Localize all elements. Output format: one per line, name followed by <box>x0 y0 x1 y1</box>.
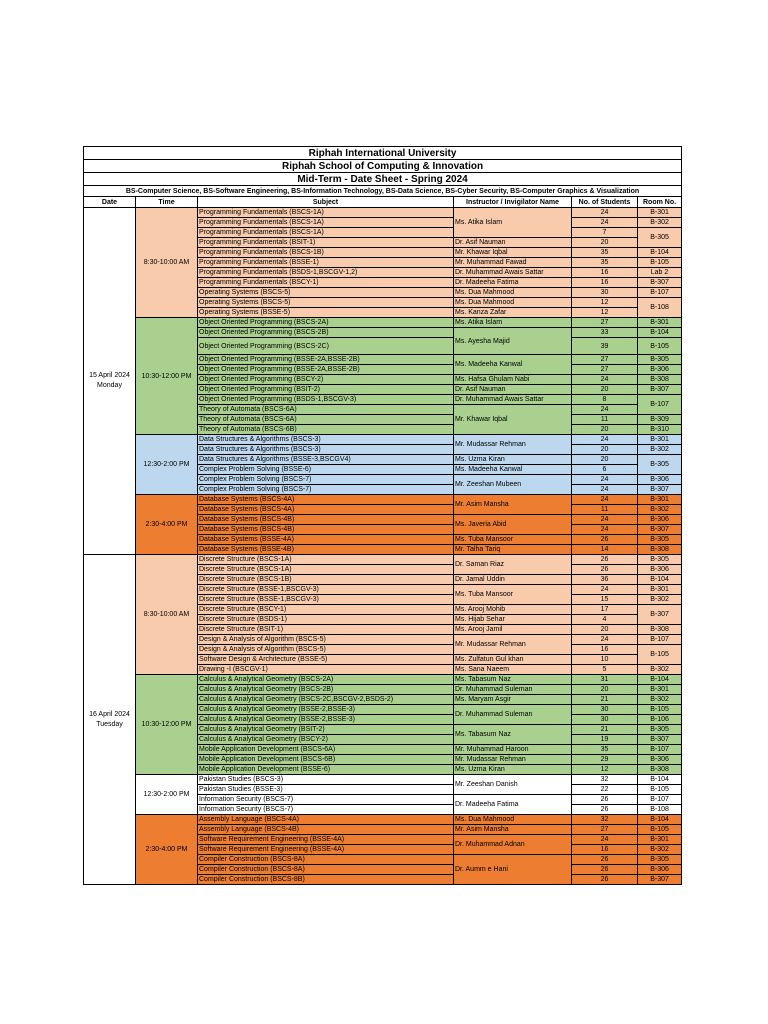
students-cell: 20 <box>572 455 638 465</box>
instructor-cell: Ms. Uzma Kiran <box>454 455 572 465</box>
students-cell: 11 <box>572 415 638 425</box>
students-cell: 33 <box>572 328 638 338</box>
instructor-cell: Ms. Atika Islam <box>454 318 572 328</box>
students-cell: 26 <box>572 865 638 875</box>
students-cell: 20 <box>572 425 638 435</box>
subject-cell: Discrete Structure (BSCS-1A) <box>198 555 454 565</box>
room-cell: B-107 <box>638 395 682 415</box>
time-slot: 2:30-4:00 PM <box>136 815 198 885</box>
room-cell: B-301 <box>638 435 682 445</box>
subject-cell: Calculus & Analytical Geometry (BSCS-2A) <box>198 675 454 685</box>
students-cell: 16 <box>572 278 638 288</box>
room-cell: B-305 <box>638 535 682 545</box>
students-cell: 19 <box>572 735 638 745</box>
subject-cell: Complex Problem Solving (BSCS-7) <box>198 485 454 495</box>
instructor-cell: Ms. Uzma Kiran <box>454 765 572 775</box>
students-cell: 35 <box>572 745 638 755</box>
students-cell: 7 <box>572 228 638 238</box>
time-slot: 12:30-2:00 PM <box>136 775 198 815</box>
students-cell: 20 <box>572 385 638 395</box>
subject-cell: Object Oriented Programming (BSDS-1,BSCGV-3) <box>198 395 454 405</box>
instructor-cell: Mr. Zeeshan Mubeen <box>454 475 572 495</box>
date-sheet-table <box>83 146 682 885</box>
room-cell: B-105 <box>638 338 682 355</box>
table-row <box>84 815 682 825</box>
instructor-cell: Ms. Kanza Zafar <box>454 308 572 318</box>
subject-cell: Calculus & Analytical Geometry (BSCS-2C,BSCGV-2,BSDS-2) <box>198 695 454 705</box>
students-cell: 24 <box>572 635 638 645</box>
subject-cell: Database Systems (BSCS-4A) <box>198 505 454 515</box>
room-cell: B-302 <box>638 445 682 455</box>
room-cell: B-307 <box>638 525 682 535</box>
instructor-cell: Dr. Muhammad Suleman <box>454 685 572 695</box>
students-cell: 10 <box>572 655 638 665</box>
subject-cell: Theory of Automata (BSCS-6A) <box>198 415 454 425</box>
room-cell: B-302 <box>638 218 682 228</box>
room-cell: B-107 <box>638 745 682 755</box>
instructor-cell: Dr. Muhammad Adnan <box>454 835 572 855</box>
sheet-title: Mid-Term - Date Sheet - Spring 2024 <box>84 173 682 186</box>
instructor-cell: Dr. Madeeha Fatima <box>454 795 572 815</box>
subject-cell: Object Oriented Programming (BSIT-2) <box>198 385 454 395</box>
students-cell: 20 <box>572 685 638 695</box>
subject-cell: Programming Fundamentals (BSDS-1,BSCGV-1,2) <box>198 268 454 278</box>
column-header-row <box>84 197 682 208</box>
instructor-cell: Ms. Arooj Jamil <box>454 625 572 635</box>
subject-cell: Calculus & Analytical Geometry (BSSE-2,BSSE-3) <box>198 705 454 715</box>
room-cell: B-301 <box>638 495 682 505</box>
instructor-cell: Mr. Mudassar Rehman <box>454 635 572 655</box>
room-cell: B-104 <box>638 575 682 585</box>
instructor-cell: Ms. Zulfatun Gul khan <box>454 655 572 665</box>
students-cell: 24 <box>572 585 638 595</box>
instructor-cell: Dr. Jamal Uddin <box>454 575 572 585</box>
instructor-cell: Dr. Madeeha Fatima <box>454 278 572 288</box>
subject-cell: Design & Analysis of Algorithm (BSCS-5) <box>198 635 454 645</box>
students-cell: 26 <box>572 855 638 865</box>
subject-cell: Database Systems (BSSE-4A) <box>198 535 454 545</box>
students-cell: 26 <box>572 795 638 805</box>
subject-cell: Discrete Structure (BSIT-1) <box>198 625 454 635</box>
room-cell: B-306 <box>638 565 682 575</box>
room-cell: B-104 <box>638 815 682 825</box>
room-cell: B-302 <box>638 695 682 705</box>
room-cell: B-302 <box>638 505 682 515</box>
subject-cell: Programming Fundamentals (BSIT-1) <box>198 238 454 248</box>
room-cell: B-307 <box>638 278 682 288</box>
university-title: Riphah International University <box>84 147 682 160</box>
subject-cell: Programming Fundamentals (BSCS-1B) <box>198 248 454 258</box>
room-cell: B-305 <box>638 555 682 565</box>
room-cell: B-308 <box>638 765 682 775</box>
students-cell: 24 <box>572 405 638 415</box>
instructor-cell: Mr. Zeeshan Danish <box>454 775 572 795</box>
students-cell: 6 <box>572 465 638 475</box>
students-cell: 26 <box>572 535 638 545</box>
instructor-cell: Ms. Ayesha Majid <box>454 328 572 355</box>
room-cell: B-107 <box>638 795 682 805</box>
students-cell: 30 <box>572 288 638 298</box>
students-cell: 12 <box>572 765 638 775</box>
room-cell: B-306 <box>638 755 682 765</box>
room-cell: B-105 <box>638 645 682 665</box>
students-cell: 30 <box>572 705 638 715</box>
students-cell: 27 <box>572 825 638 835</box>
school-title: Riphah School of Computing & Innovation <box>84 160 682 173</box>
room-cell: B-307 <box>638 875 682 885</box>
room-cell: B-105 <box>638 825 682 835</box>
students-cell: 21 <box>572 725 638 735</box>
instructor-cell: Dr. Muhammad Suleman <box>454 705 572 725</box>
subject-cell: Pakistan Studies (BSCS-3) <box>198 775 454 785</box>
students-cell: 35 <box>572 248 638 258</box>
subject-cell: Programming Fundamentals (BSCY-1) <box>198 278 454 288</box>
subject-cell: Programming Fundamentals (BSCS-1A) <box>198 208 454 218</box>
instructor-cell: Ms. Tuba Mansoor <box>454 535 572 545</box>
students-cell: 12 <box>572 298 638 308</box>
room-cell: B-306 <box>638 475 682 485</box>
students-cell: 24 <box>572 495 638 505</box>
subject-cell: Operating Systems (BSSE-5) <box>198 308 454 318</box>
students-cell: 35 <box>572 258 638 268</box>
students-cell: 24 <box>572 525 638 535</box>
instructor-cell: Ms. Tabasum Naz <box>454 675 572 685</box>
students-cell: 24 <box>572 208 638 218</box>
subject-cell: Mobile Application Development (BSCS-6A) <box>198 745 454 755</box>
subject-cell: Operating Systems (BSCS-5) <box>198 288 454 298</box>
subject-cell: Programming Fundamentals (BSCS-1A) <box>198 228 454 238</box>
room-cell: B-306 <box>638 865 682 875</box>
subject-cell: Discrete Structure (BSCS-1A) <box>198 565 454 575</box>
exam-date-cell <box>84 555 136 885</box>
room-cell: B-307 <box>638 485 682 495</box>
students-cell: 20 <box>572 625 638 635</box>
room-cell: B-301 <box>638 208 682 218</box>
room-cell: B-105 <box>638 705 682 715</box>
instructor-cell: Ms. Hafsa Ghulam Nabi <box>454 375 572 385</box>
subject-cell: Theory of Automata (BSCS-6A) <box>198 405 454 415</box>
students-cell: 4 <box>572 615 638 625</box>
students-cell: 14 <box>572 545 638 555</box>
subject-cell: Operating Systems (BSCS-5) <box>198 298 454 308</box>
instructor-cell: Dr. Asif Nauman <box>454 238 572 248</box>
students-cell: 16 <box>572 268 638 278</box>
instructor-cell: Ms. Dua Mahmood <box>454 288 572 298</box>
students-cell: 12 <box>572 308 638 318</box>
instructor-cell: Dr. Muhammad Awais Sattar <box>454 395 572 405</box>
instructor-cell: Mr. Muhammad Fawad <box>454 258 572 268</box>
instructor-cell: Mr. Talha Tariq <box>454 545 572 555</box>
header-subject: Subject <box>198 197 454 208</box>
exam-date: 15 April 2024 <box>89 372 130 379</box>
instructor-cell: Dr. Aumm e Hani <box>454 855 572 885</box>
room-cell: B-302 <box>638 665 682 675</box>
instructor-cell: Mr. Asim Mansha <box>454 825 572 835</box>
subject-cell: Calculus & Analytical Geometry (BSSE-2,BSSE-3) <box>198 715 454 725</box>
students-cell: 29 <box>572 755 638 765</box>
instructor-cell: Mr. Khawar Iqbal <box>454 248 572 258</box>
room-cell: B-108 <box>638 805 682 815</box>
schedule-body <box>84 208 682 885</box>
subject-cell: Data Structures & Algorithms (BSCS-3) <box>198 445 454 455</box>
students-cell: 24 <box>572 475 638 485</box>
room-cell: B-309 <box>638 415 682 425</box>
header-students: No. of Students <box>572 197 638 208</box>
time-slot: 8:30-10:00 AM <box>136 208 198 318</box>
subject-cell: Design & Analysis of Algorithm (BSCS-5) <box>198 645 454 655</box>
room-cell: B-301 <box>638 835 682 845</box>
students-cell: 26 <box>572 565 638 575</box>
instructor-cell: Ms. Madeeha Kanwal <box>454 465 572 475</box>
students-cell: 36 <box>572 575 638 585</box>
header-room: Room No. <box>638 197 682 208</box>
room-cell: B-301 <box>638 318 682 328</box>
exam-date: 16 April 2024 <box>89 710 130 718</box>
instructor-cell: Mr. Asim Mansha <box>454 495 572 515</box>
subject-cell: Object Oriented Programming (BSSE-2A,BSSE-2B) <box>198 355 454 365</box>
students-cell: 21 <box>572 695 638 705</box>
students-cell: 17 <box>572 605 638 615</box>
students-cell: 26 <box>572 875 638 885</box>
students-cell: 24 <box>572 218 638 228</box>
subject-cell: Information Security (BSCS-7) <box>198 805 454 815</box>
students-cell: 24 <box>572 515 638 525</box>
students-cell: 20 <box>572 445 638 455</box>
table-row <box>84 435 682 445</box>
students-cell: 24 <box>572 835 638 845</box>
instructor-cell: Ms. Sana Naeem <box>454 665 572 675</box>
table-row <box>84 675 682 685</box>
students-cell: 32 <box>572 775 638 785</box>
room-cell: B-301 <box>638 685 682 695</box>
table-row <box>84 495 682 505</box>
subject-cell: Object Oriented Programming (BSSE-2A,BSSE-2B) <box>198 365 454 375</box>
students-cell: 27 <box>572 365 638 375</box>
room-cell: B-106 <box>638 715 682 725</box>
students-cell: 24 <box>572 435 638 445</box>
instructor-cell: Ms. Maryam Asgir <box>454 695 572 705</box>
students-cell: 32 <box>572 815 638 825</box>
room-cell: B-104 <box>638 675 682 685</box>
room-cell: B-108 <box>638 298 682 318</box>
room-cell: B-306 <box>638 365 682 375</box>
subject-cell: Complex Problem Solving (BSSE-6) <box>198 465 454 475</box>
students-cell: 26 <box>572 805 638 815</box>
students-cell: 30 <box>572 715 638 725</box>
time-slot: 10:30-12:00 PM <box>136 318 198 435</box>
subject-cell: Compiler Construction (BSCS-8A) <box>198 865 454 875</box>
room-cell: B-104 <box>638 775 682 785</box>
time-slot: 8:30-10:00 AM <box>136 555 198 675</box>
table-row <box>84 555 682 565</box>
students-cell: 20 <box>572 238 638 248</box>
instructor-cell: Ms. Javeria Abid <box>454 515 572 535</box>
room-cell: B-305 <box>638 725 682 735</box>
room-cell: Lab 2 <box>638 268 682 278</box>
subject-cell: Calculus & Analytical Geometry (BSCS-2B) <box>198 685 454 695</box>
subject-cell: Compiler Construction (BSCS-8B) <box>198 875 454 885</box>
table-row <box>84 775 682 785</box>
subject-cell: Object Oriented Programming (BSCY-2) <box>198 375 454 385</box>
time-slot: 2:30-4:00 PM <box>136 495 198 555</box>
subject-cell: Calculus & Analytical Geometry (BSCY-2) <box>198 735 454 745</box>
subject-cell: Discrete Structure (BSSE-1,BSCGV-3) <box>198 595 454 605</box>
students-cell: 26 <box>572 555 638 565</box>
instructor-cell: Mr. Khawar Iqbal <box>454 405 572 435</box>
students-cell: 39 <box>572 338 638 355</box>
students-cell: 16 <box>572 845 638 855</box>
students-cell: 27 <box>572 355 638 365</box>
students-cell: 15 <box>572 595 638 605</box>
subject-cell: Object Oriented Programming (BSCS-2A) <box>198 318 454 328</box>
subject-cell: Compiler Construction (BSCS-8A) <box>198 855 454 865</box>
subject-cell: Programming Fundamentals (BSCS-1A) <box>198 218 454 228</box>
students-cell: 8 <box>572 395 638 405</box>
students-cell: 24 <box>572 375 638 385</box>
header-time: Time <box>136 197 198 208</box>
subject-cell: Pakistan Studies (BSSE-3) <box>198 785 454 795</box>
room-cell: B-308 <box>638 375 682 385</box>
room-cell: B-107 <box>638 288 682 298</box>
instructor-cell: Dr. Asif Nauman <box>454 385 572 395</box>
subject-cell: Assembly Language (BSCS-4B) <box>198 825 454 835</box>
room-cell: B-104 <box>638 248 682 258</box>
subject-cell: Software Requirement Engineering (BSSE-4A) <box>198 835 454 845</box>
room-cell: B-310 <box>638 425 682 435</box>
subject-cell: Software Design & Architecture (BSSE-5) <box>198 655 454 665</box>
subject-cell: Discrete Structure (BSSE-1,BSCGV-3) <box>198 585 454 595</box>
students-cell: 5 <box>572 665 638 675</box>
instructor-cell: Ms. Hijab Sehar <box>454 615 572 625</box>
subject-cell: Database Systems (BSCS-4B) <box>198 525 454 535</box>
subject-cell: Database Systems (BSCS-4B) <box>198 515 454 525</box>
instructor-cell: Ms. Atika Islam <box>454 208 572 238</box>
instructor-cell: Ms. Tabasum Naz <box>454 725 572 745</box>
room-cell: B-302 <box>638 595 682 605</box>
programs-line: BS-Computer Science, BS-Software Engineering, BS-Information Technology, BS-Data Science, BS-Cyber Security, BS-Computer Graphics & Visualization <box>84 186 682 197</box>
room-cell: B-307 <box>638 605 682 625</box>
subject-cell: Assembly Language (BSCS-4A) <box>198 815 454 825</box>
header-date: Date <box>84 197 136 208</box>
room-cell: B-308 <box>638 625 682 635</box>
room-cell: B-305 <box>638 355 682 365</box>
subject-cell: Drawing -I (BSCGV-1) <box>198 665 454 675</box>
subject-cell: Software Requirement Engineering (BSSE-4A) <box>198 845 454 855</box>
subject-cell: Calculus & Analytical Geometry (BSIT-2) <box>198 725 454 735</box>
students-cell: 27 <box>572 318 638 328</box>
room-cell: B-301 <box>638 585 682 595</box>
students-cell: 11 <box>572 505 638 515</box>
students-cell: 16 <box>572 645 638 655</box>
subject-cell: Mobile Application Development (BSCS-6B) <box>198 755 454 765</box>
instructor-cell: Mr. Muhammad Haroon <box>454 745 572 755</box>
instructor-cell: Dr. Saman Riaz <box>454 555 572 575</box>
room-cell: B-305 <box>638 855 682 865</box>
time-slot: 12:30-2:00 PM <box>136 435 198 495</box>
subject-cell: Complex Problem Solving (BSCS-7) <box>198 475 454 485</box>
subject-cell: Database Systems (BSCS-4A) <box>198 495 454 505</box>
exam-weekday: Tuesday <box>96 720 123 728</box>
instructor-cell: Dr. Muhammad Awais Sattar <box>454 268 572 278</box>
students-cell: 24 <box>572 485 638 495</box>
subject-cell: Discrete Structure (BSCS-1B) <box>198 575 454 585</box>
room-cell: B-307 <box>638 735 682 745</box>
room-cell: B-305 <box>638 228 682 248</box>
room-cell: B-104 <box>638 328 682 338</box>
subject-cell: Discrete Structure (BSDS-1) <box>198 615 454 625</box>
subject-cell: Information Security (BSCS-7) <box>198 795 454 805</box>
subject-cell: Theory of Automata (BSCS-6B) <box>198 425 454 435</box>
room-cell: B-307 <box>638 385 682 395</box>
subject-cell: Discrete Structure (BSCY-1) <box>198 605 454 615</box>
instructor-cell: Mr. Mudassar Rehman <box>454 755 572 765</box>
subject-cell: Object Oriented Programming (BSCS-2C) <box>198 338 454 355</box>
table-row <box>84 208 682 218</box>
header-instructor: Instructor / Invigilator Name <box>454 197 572 208</box>
room-cell: B-302 <box>638 845 682 855</box>
subject-cell: Data Structures & Algorithms (BSCS-3) <box>198 435 454 445</box>
instructor-cell: Ms. Madeeha Kanwal <box>454 355 572 375</box>
instructor-cell: Mr. Mudassar Rehman <box>454 435 572 455</box>
room-cell: B-305 <box>638 455 682 475</box>
instructor-cell: Ms. Tuba Mansoor <box>454 585 572 605</box>
instructor-cell: Ms. Dua Mahmood <box>454 298 572 308</box>
students-cell: 31 <box>572 675 638 685</box>
room-cell: B-105 <box>638 258 682 268</box>
exam-weekday: Monday <box>97 382 122 389</box>
table-row <box>84 318 682 328</box>
subject-cell: Mobile Application Development (BSSE-6) <box>198 765 454 775</box>
room-cell: B-107 <box>638 635 682 645</box>
room-cell: B-306 <box>638 515 682 525</box>
time-slot: 10:30-12:00 PM <box>136 675 198 775</box>
subject-cell: Database Systems (BSSE-4B) <box>198 545 454 555</box>
subject-cell: Programming Fundamentals (BSSE-1) <box>198 258 454 268</box>
instructor-cell: Ms. Dua Mahmood <box>454 815 572 825</box>
exam-date-cell <box>84 208 136 555</box>
subject-cell: Data Structures & Algorithms (BSSE-3,BSCGV4) <box>198 455 454 465</box>
room-cell: B-105 <box>638 785 682 795</box>
room-cell: B-308 <box>638 545 682 555</box>
subject-cell: Object Oriented Programming (BSCS-2B) <box>198 328 454 338</box>
instructor-cell: Ms. Arooj Mohib <box>454 605 572 615</box>
students-cell: 22 <box>572 785 638 795</box>
